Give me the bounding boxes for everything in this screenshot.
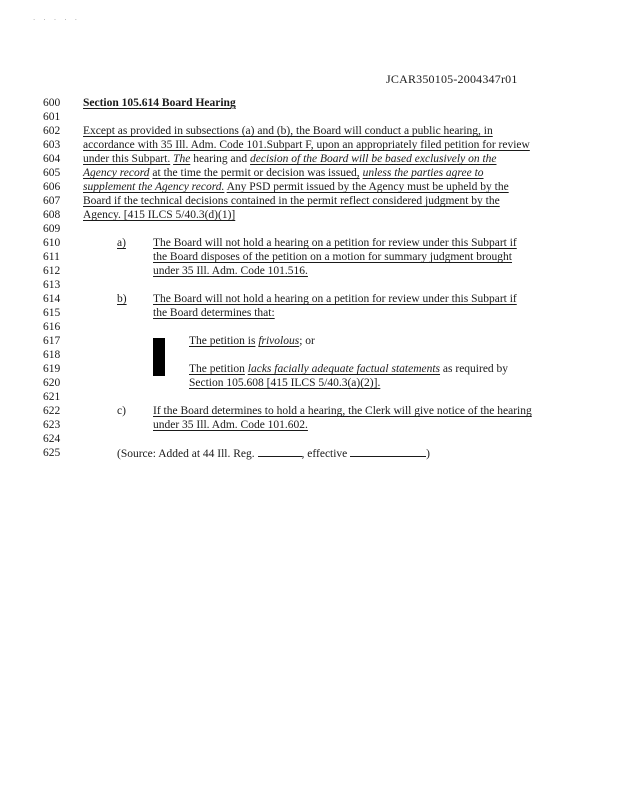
line-number: 609	[43, 223, 61, 235]
text-run: hearing and	[193, 153, 248, 165]
text-run: as required by	[442, 363, 509, 375]
text-line: under 35 Ill. Adm. Code 101.516.	[153, 265, 308, 277]
scan-artifact: · · · · ·	[33, 16, 81, 24]
line-number: 624	[43, 433, 61, 445]
line-number: 616	[43, 321, 61, 333]
line-number: 623	[43, 419, 61, 431]
text-line: the Board disposes of the petition on a motion for summary judgment brought	[153, 251, 513, 263]
subsection-label: b)	[117, 293, 127, 305]
document-id: JCAR350105-2004347r01	[386, 72, 518, 86]
effective-date-blank	[350, 446, 426, 457]
text-line: accordance with 35 Ill. Adm. Code 101.Subpart F, upon an appropriately filed petition for review	[83, 139, 530, 151]
line-number: 614	[43, 293, 61, 305]
italic-run: decision of the Board will be based exclusively on the	[250, 153, 497, 165]
list-item	[189, 334, 315, 349]
text-line: If the Board determines to hold a hearing, the Clerk will give notice of the hearing	[153, 405, 532, 417]
text-line	[83, 152, 497, 167]
italic-run: lacks facially adequate factual statements	[247, 363, 441, 375]
source-note	[117, 446, 430, 462]
line-number: 613	[43, 279, 61, 291]
line-number: 604	[43, 153, 61, 165]
revision-bar	[153, 338, 165, 376]
text-line: Except as provided in subsections (a) and (b), the Board will conduct a public hearing, in	[83, 125, 493, 137]
line-number: 621	[43, 391, 61, 403]
italic-run: unless the parties agree to	[362, 167, 484, 179]
text-line: the Board determines that:	[153, 307, 275, 319]
line-number: 608	[43, 209, 61, 221]
line-number: 605	[43, 167, 61, 179]
text-line: The Board will not hold a hearing on a petition for review under this Subpart if	[153, 237, 517, 249]
text-line: The Board will not hold a hearing on a petition for review under this Subpart if	[153, 293, 517, 305]
source-prefix: (Source: Added at 44 Ill. Reg.	[117, 448, 255, 460]
line-number: 611	[43, 251, 60, 263]
text-run: The petition	[189, 363, 245, 375]
line-number: 625	[43, 447, 61, 459]
text-line: under 35 Ill. Adm. Code 101.602.	[153, 419, 308, 431]
text-line: Board if the technical decisions contained in the permit reflect considered judgment by the	[83, 195, 500, 207]
line-number: 612	[43, 265, 61, 277]
line-number: 619	[43, 363, 61, 375]
text-run: ; or	[299, 335, 315, 347]
list-item	[189, 362, 508, 377]
source-middle: , effective	[301, 448, 348, 460]
italic-run: The	[173, 153, 191, 165]
text-run: at the time the permit or decision was issued,	[152, 167, 360, 179]
section-heading: Section 105.614 Board Hearing	[83, 97, 236, 109]
line-number: 600	[43, 97, 61, 109]
line-number: 601	[43, 111, 61, 123]
line-number: 622	[43, 405, 61, 417]
text-line	[83, 180, 509, 195]
register-blank	[258, 446, 302, 457]
italic-run: frivolous	[258, 335, 300, 347]
text-run: under this Subpart.	[83, 153, 171, 165]
text-line: Section 105.608 [415 ILCS 5/40.3(a)(2)].	[189, 377, 381, 389]
line-number: 603	[43, 139, 61, 151]
italic-run: supplement the Agency record.	[83, 181, 225, 193]
line-number: 617	[43, 335, 61, 347]
subsection-label: a)	[117, 237, 126, 249]
line-number: 618	[43, 349, 61, 361]
source-suffix: )	[426, 448, 431, 460]
line-number: 610	[43, 237, 61, 249]
subsection-label: c)	[117, 405, 126, 417]
text-run: Any PSD permit issued by the Agency must be upheld by the	[226, 181, 509, 193]
line-number: 615	[43, 307, 61, 319]
text-line	[83, 166, 484, 181]
italic-run: Agency record	[83, 167, 150, 179]
text-run: The petition is	[189, 335, 256, 347]
line-number: 602	[43, 125, 61, 137]
line-number: 607	[43, 195, 61, 207]
text-line: Agency. [415 ILCS 5/40.3(d)(1)]	[83, 209, 236, 221]
line-number: 620	[43, 377, 61, 389]
line-number: 606	[43, 181, 61, 193]
